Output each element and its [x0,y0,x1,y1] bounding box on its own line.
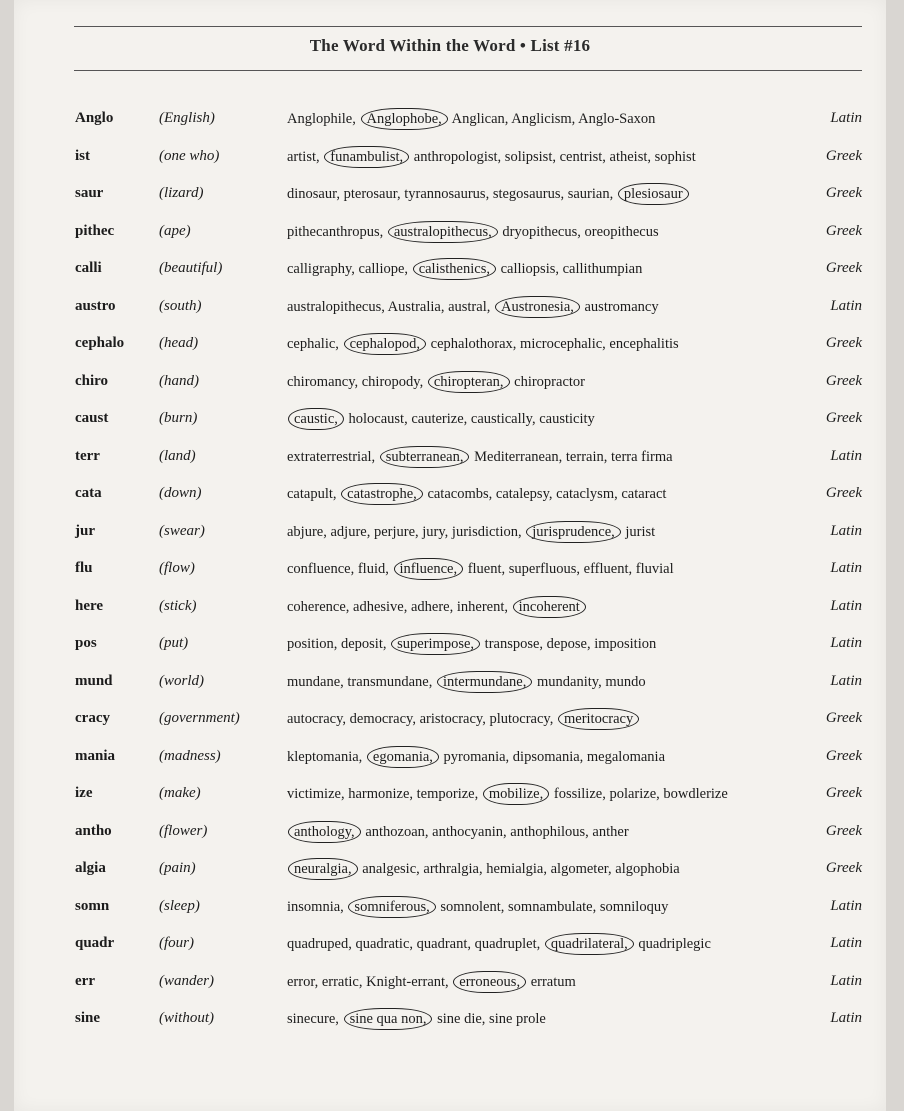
word-root: saur [75,185,104,201]
header-top-rule [74,26,862,27]
example-words [287,186,690,203]
example-words [287,786,728,803]
root-meaning: (flower) [159,822,208,839]
list-item [14,821,886,859]
example-words [287,1011,546,1028]
circled-example-word: sine qua non, [344,1008,433,1030]
list-item [14,371,886,409]
language-origin: Latin [830,597,862,614]
word-root: mania [75,747,116,764]
list-item [14,408,886,446]
circled-example-word: australopithecus, [388,221,498,243]
example-words [287,636,656,653]
list-item [14,783,886,821]
list-item [14,896,886,934]
circled-example-word: incoherent [513,596,586,618]
circled-example-word: Austronesia, [495,296,580,318]
example-word-group: mundanity, mundo [536,673,646,690]
example-words [287,711,640,728]
example-word-group: autocracy, democracy, aristocracy, plutocracy, [287,711,554,727]
worksheet-page [14,0,886,1111]
word-root: ize [75,785,93,801]
language-origin: Greek [825,260,862,276]
example-word-group: transpose, depose, imposition [484,636,657,652]
example-word-group: error, erratic, Knight-errant, [287,973,449,990]
word-root: cracy [75,710,110,726]
word-root: antho [75,822,112,839]
list-item [14,746,886,784]
root-meaning: (swear) [159,522,205,539]
root-meaning: (sleep) [159,897,200,914]
example-words [287,561,674,578]
language-origin: Latin [830,897,862,914]
language-origin: Greek [825,335,862,351]
list-item [14,596,886,634]
circled-example-word: caustic, [288,408,344,430]
language-origin: Greek [825,860,862,876]
example-word-group: fossilize, polarize, bowdlerize [553,786,728,802]
language-origin: Greek [825,485,862,501]
root-meaning: (pain) [159,860,196,876]
example-word-group: catapult, [287,486,337,502]
language-origin: Greek [825,822,862,839]
circled-example-word: plesiosaur [618,183,689,205]
header-bottom-rule [74,70,862,71]
example-word-group: analgesic, arthralgia, hemialgia, algometer, algophobia [362,861,680,877]
example-word-group: cephalic, [287,336,339,352]
example-word-group: Anglican, Anglicism, Anglo-Saxon [451,111,656,127]
language-origin: Greek [825,185,862,201]
list-item [14,558,886,596]
example-word-group: position, deposit, [287,636,387,652]
word-root: pos [75,635,97,651]
word-root: Anglo [75,110,114,126]
circled-example-word: chiropteran, [428,371,510,393]
example-word-group: australopithecus, Australia, austral, [287,298,491,315]
word-root: calli [75,260,102,276]
example-word-group: sinecure, [287,1011,339,1027]
language-origin: Greek [825,147,862,164]
list-item [14,333,886,371]
example-words [287,599,587,616]
root-meaning: (head) [159,335,199,351]
list-item [14,108,886,146]
list-item [14,296,886,334]
example-word-group: holocaust, cauterize, caustically, causticity [348,411,595,427]
list-item [14,221,886,259]
language-origin: Latin [830,635,862,651]
word-root: pithec [75,222,115,239]
example-words [287,449,673,466]
language-origin: Latin [830,1010,862,1026]
circled-example-word: subterranean, [380,446,470,468]
circled-example-word: superimpose, [391,633,480,655]
circled-example-word: neuralgia, [288,858,358,880]
example-words [287,224,659,241]
root-meaning: (wander) [159,972,214,989]
root-meaning: (burn) [159,410,198,426]
circled-example-word: catastrophe, [341,483,423,505]
example-words [287,899,668,916]
example-word-group: chiromancy, chiropody, [287,373,424,390]
example-word-group: calliopsis, callithumpian [500,261,643,277]
example-word-group: artist, [287,148,320,165]
list-item [14,633,886,671]
word-root: mund [75,672,113,689]
example-word-group: cephalothorax, microcephalic, encephalitis [430,336,679,352]
root-meaning: (south) [159,297,202,314]
language-origin: Latin [830,672,862,689]
word-root: cata [75,485,102,501]
example-words [287,824,629,841]
example-word-group: anthropologist, solipsist, centrist, atheist, sophist [413,148,696,165]
word-list [14,108,886,1046]
example-word-group: somnolent, somnambulate, somniloquy [440,898,669,915]
word-root: austro [75,297,116,314]
example-words [287,486,666,503]
root-meaning: (hand) [159,372,199,389]
example-word-group: kleptomania, [287,748,363,765]
list-item [14,858,886,896]
root-meaning: (four) [159,935,194,951]
example-word-group: victimize, harmonize, temporize, [287,786,479,802]
root-meaning: (ape) [159,222,191,239]
language-origin: Greek [825,710,862,726]
example-word-group: calligraphy, calliope, [287,261,409,277]
list-item [14,971,886,1009]
circled-example-word: intermundane, [437,671,532,693]
example-word-group: dryopithecus, oreopithecus [502,223,659,240]
language-origin: Greek [825,372,862,389]
word-root: here [75,597,104,614]
root-meaning: (stick) [159,597,197,614]
example-word-group: sine die, sine prole [437,1011,546,1027]
circled-example-word: egomania, [367,746,439,768]
word-root: cephalo [75,335,125,351]
example-word-group: pithecanthropus, [287,223,384,240]
root-meaning: (flow) [159,560,195,576]
circled-example-word: jurisprudence, [526,521,621,543]
root-meaning: (one who) [159,147,220,164]
root-meaning: (without) [159,1010,214,1026]
example-words [287,861,680,878]
example-words [287,111,655,128]
example-words [287,261,642,278]
example-word-group: abjure, adjure, perjure, jury, jurisdiction, [287,523,522,540]
language-origin: Greek [825,410,862,426]
example-word-group: erratum [530,973,576,990]
list-item [14,521,886,559]
root-meaning: (make) [159,785,201,801]
circled-example-word: anthology, [288,821,361,843]
root-meaning: (world) [159,672,204,689]
circled-example-word: mobilize, [483,783,549,805]
example-words [287,411,595,428]
word-root: flu [75,560,93,576]
word-root: caust [75,410,109,426]
root-meaning: (government) [159,710,240,726]
word-root: algia [75,860,106,876]
language-origin: Greek [825,785,862,801]
example-words [287,974,576,991]
circled-example-word: influence, [394,558,464,580]
circled-example-word: calisthenics, [413,258,496,280]
page-title: The Word Within the Word • List #16 [309,36,591,55]
example-words [287,299,659,316]
word-root: ist [75,147,90,164]
circled-example-word: funambulist, [324,146,409,168]
list-item [14,671,886,709]
example-word-group: quadruped, quadratic, quadrant, quadruplet, [287,936,541,952]
example-word-group: insomnia, [287,898,344,915]
language-origin: Latin [830,297,862,314]
language-origin: Latin [830,110,862,126]
word-root: sine [75,1010,101,1026]
list-item [14,933,886,971]
example-word-group: confluence, fluid, [287,561,389,577]
example-word-group: Anglophile, [287,111,356,127]
example-word-group: pyromania, dipsomania, megalomania [443,748,666,765]
list-item [14,258,886,296]
example-word-group: chiropractor [514,373,585,390]
list-item [14,483,886,521]
word-root: somn [75,897,110,914]
example-word-group: jurist [625,523,656,540]
example-words [287,524,655,541]
example-words [287,374,585,391]
example-word-group: dinosaur, pterosaur, tyrannosaurus, stegosaurus, saurian, [287,186,614,202]
example-words [287,936,711,953]
language-origin: Greek [825,747,862,764]
language-origin: Latin [830,935,862,951]
language-origin: Latin [830,447,862,464]
example-word-group: Mediterranean, terrain, terra firma [474,448,673,465]
root-meaning: (down) [159,485,202,501]
circled-example-word: somniferous, [348,896,435,918]
language-origin: Greek [825,222,862,239]
root-meaning: (madness) [159,747,221,764]
word-root: quadr [75,935,115,951]
example-word-group: mundane, transmundane, [287,673,433,690]
circled-example-word: quadrilateral, [545,933,634,955]
language-origin: Latin [830,522,862,539]
root-meaning: (beautiful) [159,260,223,276]
root-meaning: (lizard) [159,185,204,201]
language-origin: Latin [830,560,862,576]
example-word-group: fluent, superfluous, effluent, fluvial [467,561,674,577]
example-word-group: extraterrestrial, [287,448,376,465]
example-word-group: catacombs, catalepsy, cataclysm, cataract [427,486,667,502]
example-word-group: anthozoan, anthocyanin, anthophilous, anther [365,823,629,840]
list-item [14,708,886,746]
root-meaning: (English) [159,110,215,126]
circled-example-word: erroneous, [453,971,526,993]
word-root: jur [75,522,95,539]
root-meaning: (land) [159,447,196,464]
list-item [14,146,886,184]
list-item [14,183,886,221]
circled-example-word: Anglophobe, [361,108,448,130]
example-words [287,674,646,691]
circled-example-word: cephalopod, [344,333,426,355]
word-root: err [75,972,95,989]
example-word-group: coherence, adhesive, adhere, inherent, [287,598,509,615]
example-words [287,149,696,166]
example-word-group: austromancy [584,298,659,315]
example-word-group: quadriplegic [638,936,711,952]
circled-example-word: meritocracy [558,708,639,730]
example-words [287,749,665,766]
list-item [14,446,886,484]
list-item [14,1008,886,1046]
language-origin: Latin [830,972,862,989]
example-words [287,336,679,353]
word-root: terr [75,447,100,464]
root-meaning: (put) [159,635,189,651]
word-root: chiro [75,372,109,389]
